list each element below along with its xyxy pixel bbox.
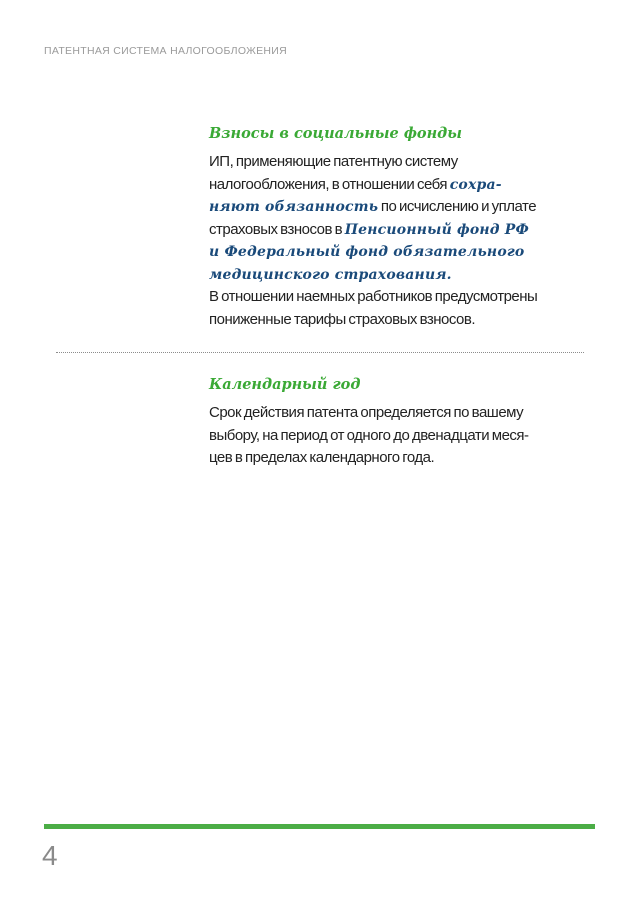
emphasis-text: медицинского страхования.: [209, 266, 452, 283]
emphasis-text: и Федеральный фонд обязательного: [209, 244, 525, 260]
text-line: [209, 219, 594, 242]
section-title-calendar-year: Календарный год: [209, 376, 361, 393]
section-divider: [56, 352, 584, 353]
text-line: [209, 264, 594, 287]
text-line: В отношении наемных работников предусмотрены: [209, 288, 538, 305]
running-header: ПАТЕНТНАЯ СИСТЕМА НАЛОГООБЛОЖЕНИЯ: [44, 45, 288, 57]
text-line: выбору, на период от одного до двенадцати меся-: [209, 426, 529, 444]
section-calendar-year: [209, 376, 594, 470]
text-run: страховых взносов в: [209, 220, 345, 238]
section-social-funds: [209, 125, 594, 331]
section-body-social-funds: [209, 151, 594, 331]
section-body-calendar-year: [209, 402, 594, 470]
text-run: налогообложения, в отношении себя: [209, 175, 450, 193]
text-line: [209, 196, 594, 219]
text-line: цев в пределах календарного года.: [209, 449, 435, 466]
emphasis-text: сохра-: [449, 176, 502, 193]
emphasis-text: няют обязанность: [209, 199, 379, 215]
text-run: по исчислению и уплате: [378, 198, 537, 215]
text-line: пониженные тарифы страховых взносов.: [209, 310, 476, 328]
text-line: Срок действия патента определяется по вашему: [209, 404, 524, 421]
page-number: 4: [42, 840, 58, 871]
section-title-social-funds: Взносы в социальные фонды: [209, 125, 462, 142]
text-line: [209, 174, 594, 197]
footer-accent-bar: [44, 824, 595, 829]
text-line: [209, 241, 594, 264]
text-line: ИП, применяющие патентную систему: [209, 153, 458, 170]
emphasis-text: Пенсионный фонд РФ: [344, 221, 530, 238]
